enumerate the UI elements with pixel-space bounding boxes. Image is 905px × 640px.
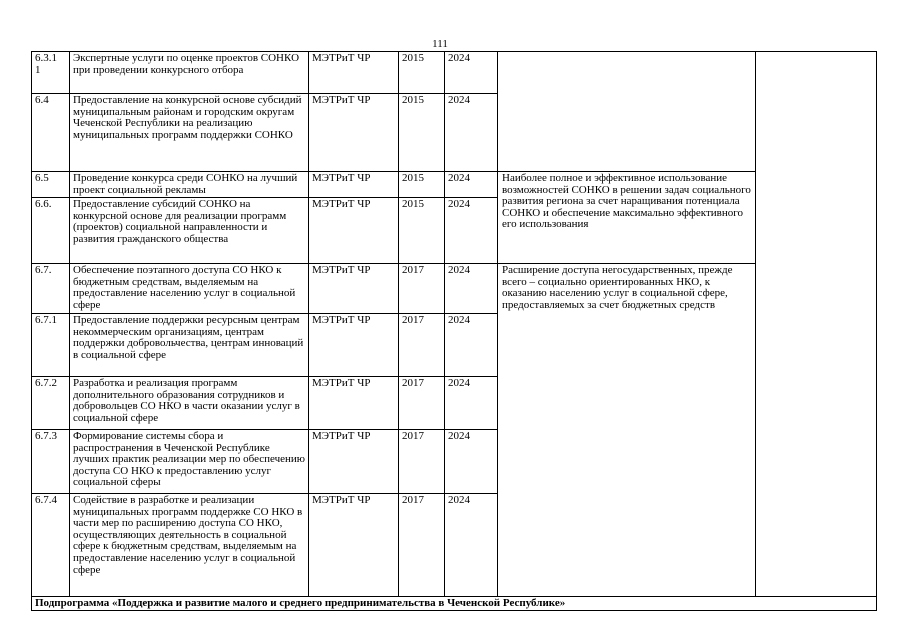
activity-name: Разработка и реализация программ дополнительного образования сотрудников и добровольцев СО НКО в части оказании услуг в социальной сфере [70,377,309,430]
expected-result: Наиболее полное и эффективное использование возможностей СОНКО в решении задач социального развития региона за счет наращивания потенциала СОНКО и обеспечение максимально эффективного его использования [498,172,756,264]
page-number: 111 [432,38,448,50]
row-number: 6.4 [32,94,70,172]
start-year: 2015 [399,172,445,198]
end-year: 2024 [445,430,498,494]
table-row [32,52,877,94]
activity-name: Формирование системы сбора и распространения в Чеченской Республике лучших практик реализации мер по обеспечению доступа СО НКО к предоставлению услуг социальной сферы [70,430,309,494]
row-number: 6.7.1 [32,314,70,377]
executor: МЭТРиТ ЧР [309,264,399,314]
end-year: 2024 [445,264,498,314]
executor: МЭТРиТ ЧР [309,94,399,172]
executor: МЭТРиТ ЧР [309,377,399,430]
end-year: 2024 [445,52,498,94]
activity-name: Обеспечение поэтапного доступа СО НКО к бюджетным средствам, выделяемым на предоставление населению услуг в социальной сфере [70,264,309,314]
start-year: 2017 [399,377,445,430]
row-number: 6.7.4 [32,494,70,597]
subprogram-title: Подпрограмма «Поддержка и развитие малого и среднего предпринимательства в Чеченской Республике» [32,597,877,611]
activity-name: Экспертные услуги по оценке проектов СОНКО при проведении конкурсного отбора [70,52,309,94]
start-year: 2017 [399,264,445,314]
executor: МЭТРиТ ЧР [309,172,399,198]
activity-name: Предоставление субсидий СОНКО на конкурсной основе для реализации программ (проектов) социальной направленности и развития гражданского общества [70,198,309,264]
end-year: 2024 [445,94,498,172]
row-number: 6.7. [32,264,70,314]
executor: МЭТРиТ ЧР [309,430,399,494]
end-year: 2024 [445,377,498,430]
row-number: 6.3.1 1 [32,52,70,94]
start-year: 2015 [399,52,445,94]
row-number: 6.7.2 [32,377,70,430]
activity-name: Предоставление поддержки ресурсным центрам некоммерческим организациям, центрам поддержки добровольчества, центрам инноваций в социальной сфере [70,314,309,377]
program-activities-table [31,51,877,611]
executor: МЭТРиТ ЧР [309,494,399,597]
executor: МЭТРиТ ЧР [309,198,399,264]
end-year: 2024 [445,172,498,198]
executor: МЭТРиТ ЧР [309,314,399,377]
executor: МЭТРиТ ЧР [309,52,399,94]
activity-name: Предоставление на конкурсной основе субсидий муниципальным районам и городским округам Чеченской Республики на реализацию муниципальных программ поддержки СОНКО [70,94,309,172]
subprogram-row [32,597,877,611]
end-year: 2024 [445,494,498,597]
activity-name: Проведение конкурса среди СОНКО на лучший проект социальной рекламы [70,172,309,198]
start-year: 2017 [399,494,445,597]
expected-result: Расширение доступа негосударственных, прежде всего – социально ориентированных НКО, к оказанию населению услуг в социальной сфере, предоставляемых за счет бюджетных средств [498,264,756,597]
expected-result-empty [498,52,756,172]
indicator-cell [756,52,877,597]
row-number: 6.6. [32,198,70,264]
end-year: 2024 [445,314,498,377]
end-year: 2024 [445,198,498,264]
table-row [32,264,877,314]
start-year: 2015 [399,198,445,264]
row-number: 6.5 [32,172,70,198]
table-row [32,172,877,198]
start-year: 2017 [399,314,445,377]
start-year: 2017 [399,430,445,494]
activity-name: Содействие в разработке и реализации муниципальных программ поддержке СО НКО в части мер по расширению доступа СО НКО, осуществляющих деятельность в социальной сфере к бюджетным средствам, выделяемым на предоставление населению услуг в социальной сфере [70,494,309,597]
row-number: 6.7.3 [32,430,70,494]
start-year: 2015 [399,94,445,172]
